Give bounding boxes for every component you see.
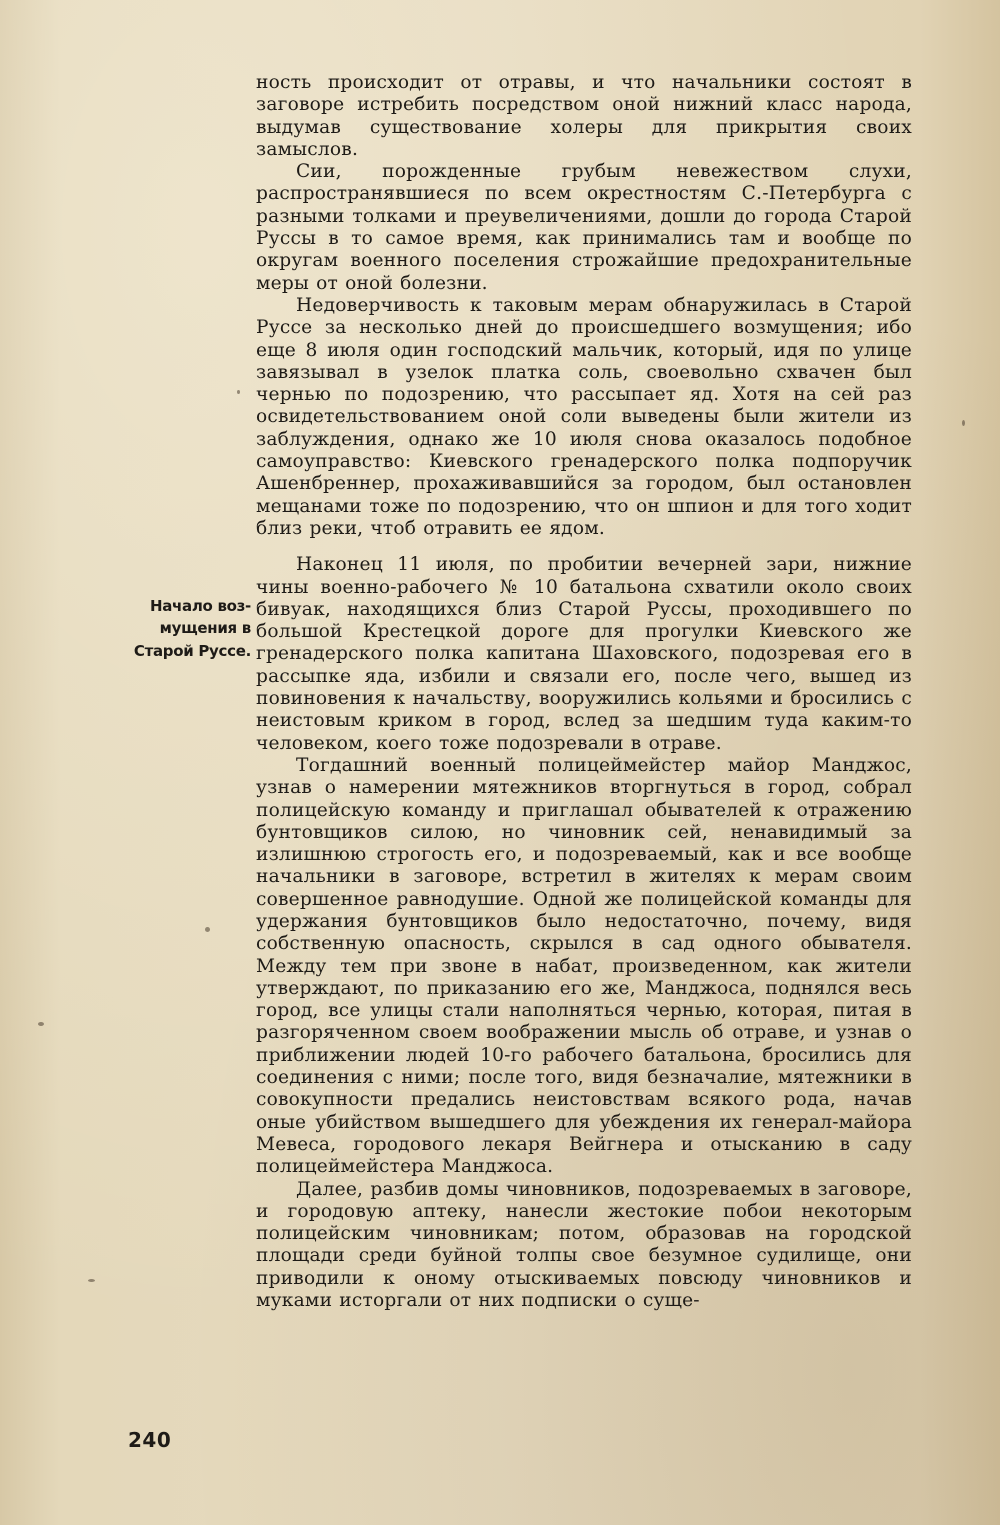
paragraph-continuation: ность происходит от отравы, и что начальники состоят в заговоре истребить посредством оной нижний класс народа, выдумав существование холеры для прикрытия своих замыслов. xyxy=(256,72,912,160)
paper-speck xyxy=(38,1022,44,1026)
paragraph-rumors: Сии, порожденные грубым невежеством слухи, распространявшиеся по всем окрестностям С.-Петербурга с разными толками и преувеличениями, дошли до города Старой Руссы в то самое время, как принимались там и вообще по округам военного поселения строжайшие предохранительные меры от оной болезни. xyxy=(256,161,912,294)
paper-speck xyxy=(962,420,965,426)
margin-note xyxy=(116,595,251,662)
page-number: 240 xyxy=(128,1428,172,1452)
paragraph-police-chief: Тогдашний военный полицеймейстер майор Манджос, узнав о намерении мятежников вторгнуться в город, собрал полицейскую команду и приглашал обывателей к отражению бунтовщиков силою, но чиновник сей, ненавидимый за излишнюю строгость его, и подозреваемый, как и все вообще начальники в заговоре, встретил в жителях к мерам своим совершенное равнодушие. Одной же полицейской команды для удержания бунтовщиков было недостаточно, почему, видя собственную опасность, скрылся в сад одного обывателя. Между тем при звоне в набат, произведенном, как жители утверждают, по приказанию его же, Манджоса, поднялся весь город, все улицы стали наполняться чернью, которая, питая в разгоряченном своем воображении мысль об отраве, и узнав о приближении людей 10-го рабочего батальона, бросились для соединения с ними; после того, видя безначалие, мятежники в совокупности предались неистовствам всякого рода, начав оные убийством вышедшего для убеждения их генерал-майора Мевеса, городового лекаря Вейгнера и отысканию в саду полицеймейстера Манджоса. xyxy=(256,754,912,1178)
margin-note-line: Начало воз- xyxy=(149,597,251,615)
paragraph-aftermath: Далее, разбив домы чиновников, подозреваемых в заговоре, и городовую аптеку, нанесли жестокие побои некоторым полицейским чиновникам; потом, образовав на городской площади среди буйной толпы свое безумное судилище, они приводили к оному отыскиваемых повсюду чиновников и муками исторгали от них подписки о суще- xyxy=(256,1178,912,1312)
margin-note-line: мущения в xyxy=(159,619,251,638)
paragraph-distrust: Недоверчивость к таковым мерам обнаружилась в Старой Руссе за несколько дней до происшедшего возмущения; ибо еще 8 июля один господский мальчик, который, идя по улице завязывал в узелок платка соль, своевольно схвачен был чернью по подозрению, что рассыпает яд. Хотя на сей раз освидетельствованием оной соли выведены были жители из заблуждения, однако же 10 июля снова оказалось подобное самоуправство: Киевского гренадерского полка подпоручик Ашенбреннер, прохаживавшийся за городом, был остановлен мещанами тоже по подозрению, что он шпион и для того ходит близ реки, чтоб отравить ее ядом. xyxy=(256,294,912,539)
paragraph-uprising-start: Наконец 11 июля, по пробитии вечерней зари, нижние чины военно-рабочего № 10 батальона схватили около своих бивуак, находящихся близ Старой Руссы, проходившего по большой Крестецкой дороге для прогулки Киевского же гренадерского полка капитана Шаховского, подозревая его в рассыпке яда, избили и связали его, после чего, вышед из повиновения к начальству, вооружились кольями и бросились с неистовым криком в город, вслед за шедшим туда каким-то человеком, коего тоже подозревали в отраве. xyxy=(256,554,912,754)
margin-note-line: Старой Руссе. xyxy=(133,641,251,660)
paper-speck xyxy=(205,927,210,932)
paper-speck xyxy=(237,390,240,394)
paper-speck xyxy=(88,1279,95,1282)
main-text-column xyxy=(256,72,912,1312)
